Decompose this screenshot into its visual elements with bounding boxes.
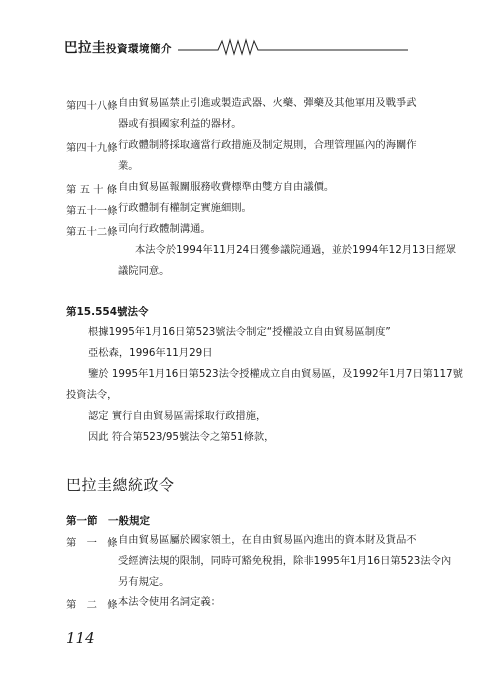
decree-line-6: 因此 符合第523/95號法令之第51條款， — [88, 431, 275, 443]
article-49-line-1: 行政體制將採取適當行政措施及制定規則，合理管理區內的海關作 — [118, 139, 417, 151]
subsection-title: 第一節 一般規定 — [66, 515, 150, 527]
article-1-line-2: 受經濟法規的限制，同時可豁免稅捐，除非1995年1月16日第523法令內 — [118, 555, 452, 567]
article-2-line-1: 本法令使用名詞定義： — [118, 596, 221, 608]
article-1-line-1: 自由貿易區屬於國家領土，在自由貿易區內進出的資本財及貨品不 — [118, 534, 417, 546]
article-1-line-3: 另有規定。 — [118, 576, 170, 588]
section-title: 巴拉圭總統政令 — [66, 476, 175, 494]
decree-line-4: 投資法令， — [66, 389, 118, 401]
article-48-label: 第四十八條 — [66, 100, 118, 112]
article-49-line-2: 業。 — [118, 160, 139, 172]
article-2-label: 第 二 條 — [66, 599, 118, 611]
article-48-line-2: 器或有損國家利益的器材。 — [118, 118, 242, 130]
page-number: 114 — [66, 629, 95, 647]
article-50-label: 第 五 十 條 — [66, 184, 118, 196]
closing-note-line-1: 本法令於1994年11月24日獲參議院通過，並於1994年12月13日經眾 — [135, 244, 457, 256]
header-title-part1: 巴拉圭 — [64, 40, 106, 56]
decree-line-5: 認定 實行自由貿易區需採取行政措施， — [88, 410, 267, 422]
closing-note-line-2: 議院同意。 — [118, 265, 170, 277]
article-52-label: 第五十二條 — [66, 226, 118, 238]
running-header-title — [64, 36, 172, 56]
article-1-label: 第 一 條 — [66, 537, 118, 549]
header-wave-rule — [178, 36, 418, 56]
article-52-line-1: 司向行政體制溝通。 — [118, 223, 211, 235]
decree-line-3: 鑒於 1995年1月16日第523法令授權成立自由貿易區，及1992年1月7日第117號 — [88, 368, 463, 380]
decree-title: 第15.554號法令 — [66, 306, 149, 318]
decree-line-2: 亞松森，1996年11月29日 — [88, 347, 213, 359]
article-51-label: 第五十一條 — [66, 205, 118, 217]
article-49-label: 第四十九條 — [66, 142, 118, 154]
article-50-line-1: 自由貿易區報關服務收費標準由雙方自由議價。 — [118, 181, 335, 193]
article-48-line-1: 自由貿易區禁止引進或製造武器、火藥、彈藥及其他軍用及戰爭武 — [118, 97, 417, 109]
decree-line-1: 根據1995年1月16日第523號法令制定“授權設立自由貿易區制度” — [88, 326, 391, 338]
header-title-part2: 投資環境簡介 — [106, 43, 172, 55]
article-51-line-1: 行政體制有權制定實施細則。 — [118, 202, 252, 214]
